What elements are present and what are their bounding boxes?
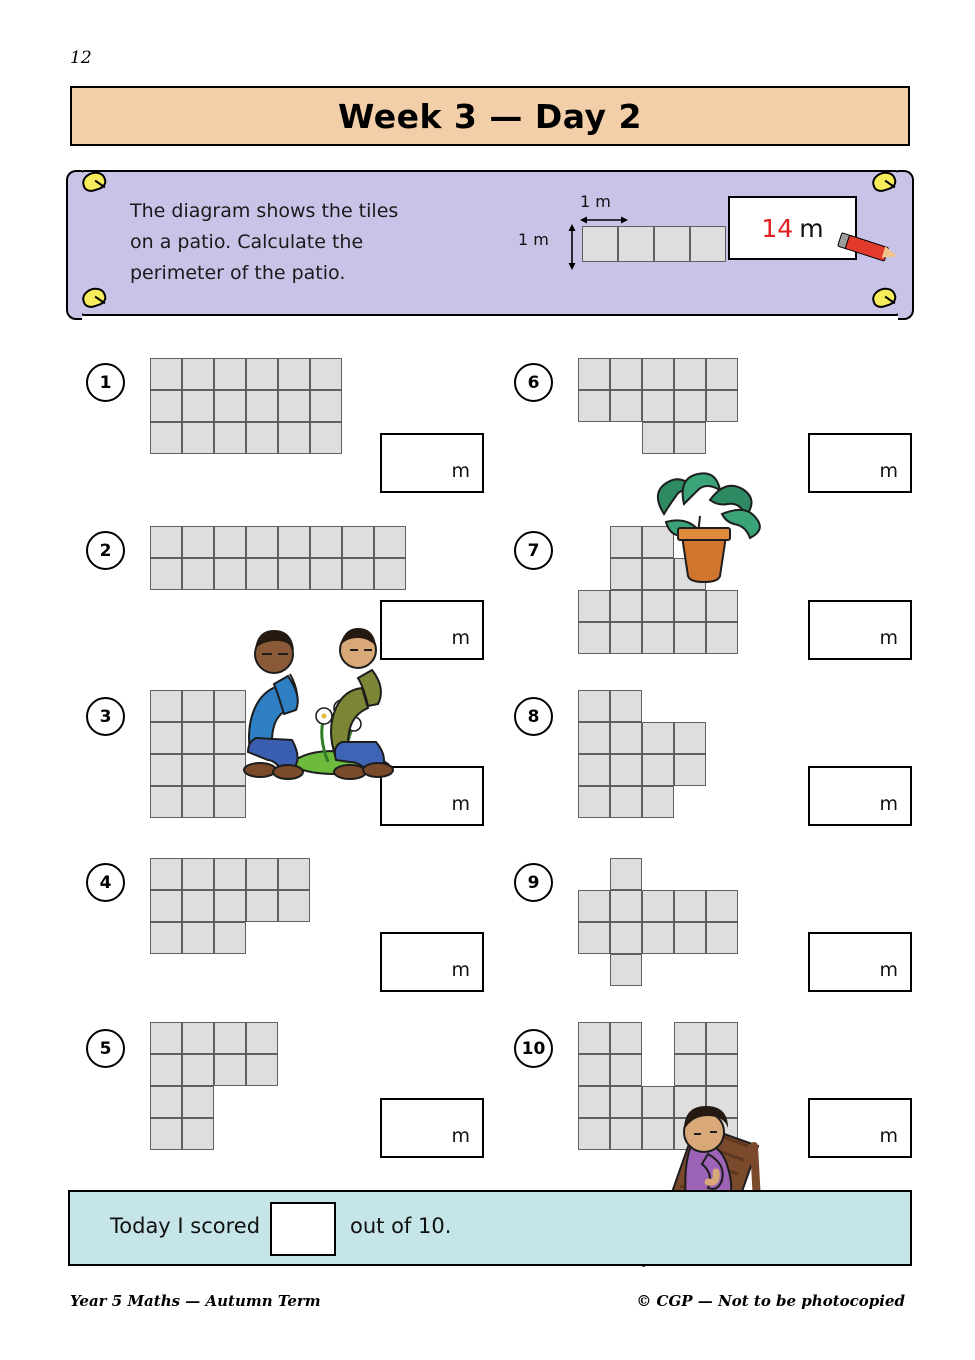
question-number: 8 <box>514 697 553 736</box>
answer-unit: m <box>879 627 898 649</box>
potted-plant-illustration <box>636 472 782 592</box>
score-label-before: Today I scored <box>110 1214 261 1238</box>
answer-box-4[interactable] <box>380 932 484 992</box>
footer-right: © CGP — Not to be photocopied <box>636 1292 905 1310</box>
score-label-after: out of 10. <box>350 1214 452 1238</box>
answer-unit: m <box>879 793 898 815</box>
example-instruction-line-1: The diagram shows the tiles <box>130 200 399 222</box>
answer-unit: m <box>879 959 898 981</box>
question-number: 6 <box>514 363 553 402</box>
top-arrow-icon <box>580 214 628 226</box>
score-bar <box>68 1190 912 1266</box>
example-label-top: 1 m <box>580 192 611 211</box>
answer-unit: m <box>879 460 898 482</box>
example-banner <box>68 162 908 322</box>
example-instruction-line-3: perimeter of the patio. <box>130 262 346 284</box>
example-answer-unit: m <box>799 213 824 243</box>
answer-box-10[interactable] <box>808 1098 912 1158</box>
answer-unit: m <box>451 959 470 981</box>
page-number: 12 <box>70 48 92 68</box>
example-diagram <box>518 192 718 282</box>
footer-left: Year 5 Maths — Autumn Term <box>70 1292 321 1310</box>
question-number: 3 <box>86 697 125 736</box>
example-answer-value: 14 <box>761 213 794 243</box>
pin-icon <box>82 172 104 194</box>
pin-icon <box>872 172 894 194</box>
answer-box-9[interactable] <box>808 932 912 992</box>
question-number: 7 <box>514 531 553 570</box>
answer-box-1[interactable] <box>380 433 484 493</box>
example-answer-box <box>728 196 857 260</box>
example-label-left: 1 m <box>518 230 549 249</box>
question-number: 2 <box>86 531 125 570</box>
answer-box-5[interactable] <box>380 1098 484 1158</box>
pin-icon <box>872 288 894 310</box>
page-title: Week 3 — Day 2 <box>338 96 642 136</box>
pin-icon <box>82 288 104 310</box>
question-number: 9 <box>514 863 553 902</box>
question-number: 4 <box>86 863 125 902</box>
answer-unit: m <box>451 627 470 649</box>
example-instruction <box>130 196 460 289</box>
answer-unit: m <box>451 1125 470 1147</box>
score-input[interactable] <box>270 1202 336 1256</box>
gardeners-illustration <box>232 612 432 782</box>
question-number: 1 <box>86 363 125 402</box>
answer-box-8[interactable] <box>808 766 912 826</box>
answer-unit: m <box>451 460 470 482</box>
answer-box-7[interactable] <box>808 600 912 660</box>
answer-box-6[interactable] <box>808 433 912 493</box>
answer-unit: m <box>451 793 470 815</box>
title-banner <box>70 86 910 146</box>
question-number: 10 <box>514 1029 553 1068</box>
question-number: 5 <box>86 1029 125 1068</box>
left-arrow-icon <box>566 224 578 270</box>
example-instruction-line-2: on a patio. Calculate the <box>130 231 364 253</box>
answer-unit: m <box>879 1125 898 1147</box>
